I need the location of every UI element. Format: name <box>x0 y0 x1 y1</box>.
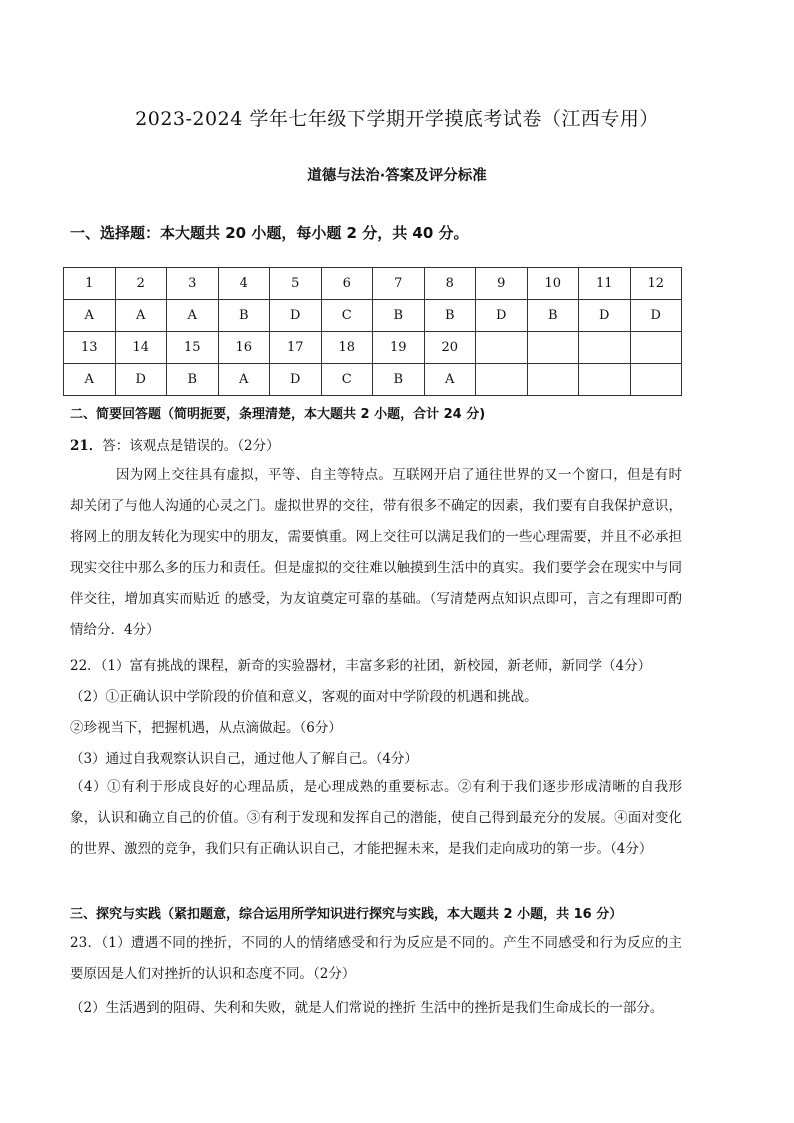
q21-body: 因为网上交往具有虚拟，平等、自主等特点。互联网开启了通往世界的又一个窗口，但是有时却关闭了与他人沟通的心灵之门。虚拟世界的交往，带有很多不确定的因素，我们要有自我保护意识，将网上的朋友转化为现实中的朋友，需要慎重。网上交往可以满足我们的一些心理需要，并且不必承担现实交往中那么多的压力和责任。但是虚拟的交往难以触摸到生活中的真实。我们要学会在现实中与同伴交往，增加真实而贴近 的感受，为友谊奠定可靠的基础。（写清楚两点知识点即可，言之有理即可酌情给分．4分） <box>70 467 682 638</box>
answer-cell: B <box>218 300 270 332</box>
answer-cell: B <box>527 300 579 332</box>
question-number-cell <box>476 332 528 364</box>
answer-cell: D <box>476 300 528 332</box>
section-1-heading: 一、选择题：本大题共 20 小题，每小题 2 分，共 40 分。 <box>70 224 469 242</box>
question-number-cell: 18 <box>321 332 373 364</box>
question-number-row <box>64 332 682 364</box>
answer-row <box>64 300 682 332</box>
answer-cell: D <box>630 300 682 332</box>
answer-cell <box>527 364 579 396</box>
question-number-cell <box>527 332 579 364</box>
question-number-cell: 6 <box>321 268 373 300</box>
q22-part2a: （2）①正确认识中学阶段的价值和意义，客观的面对中学阶段的机遇和挑战。 <box>70 689 538 705</box>
q22-part3: （3）通过自我观察认识自己，通过他人了解自己。（4分） <box>70 751 418 767</box>
question-number-cell: 14 <box>115 332 167 364</box>
page-title: 2023-2024 学年七年级下学期开学摸底考试卷（江西专用） <box>135 108 659 130</box>
q21-answer-line <box>70 434 280 454</box>
answer-cell: C <box>321 364 373 396</box>
answer-cell <box>579 364 631 396</box>
question-number-cell: 4 <box>218 268 270 300</box>
question-number-cell: 8 <box>424 268 476 300</box>
answer-cell: A <box>218 364 270 396</box>
question-number-cell: 19 <box>373 332 425 364</box>
q22-part2b: ②珍视当下，把握机遇，从点滴做起。（6分） <box>70 720 342 736</box>
question-number-cell: 17 <box>270 332 322 364</box>
question-number-cell: 10 <box>527 268 579 300</box>
question-number-cell: 16 <box>218 332 270 364</box>
q22-part4: （4）①有利于形成良好的心理品质，是心理成熟的重要标志。②有利于我们逐步形成清晰的自我形象，认识和确立自己的价值。③有利于发现和发挥自己的潜能，使自己得到最充分的发展。④面对变化的世界、激烈的竞争，我们只有正确认识自己，才能把握未来，是我们走向成功的第一步。（4分） <box>70 779 682 857</box>
answer-cell: D <box>115 364 167 396</box>
q22-part1: 22．（1）富有挑战的课程，新奇的实验器材，丰富多彩的社团，新校园，新老师，新同学（4分） <box>70 658 652 674</box>
answer-cell <box>476 364 528 396</box>
page-subtitle: 道德与法治·答案及评分标准 <box>307 168 487 184</box>
answer-cell: B <box>373 364 425 396</box>
answer-cell: A <box>64 300 116 332</box>
answer-cell: A <box>64 364 116 396</box>
answer-cell: D <box>579 300 631 332</box>
question-number-cell: 11 <box>579 268 631 300</box>
answer-cell: D <box>270 364 322 396</box>
answer-table <box>63 267 682 396</box>
answer-cell: B <box>424 300 476 332</box>
q21-number: 21． <box>70 438 103 454</box>
question-number-cell: 15 <box>167 332 219 364</box>
answer-cell: A <box>424 364 476 396</box>
question-number-cell: 12 <box>630 268 682 300</box>
answer-cell: B <box>167 364 219 396</box>
question-number-cell: 9 <box>476 268 528 300</box>
answer-row <box>64 364 682 396</box>
question-number-cell: 5 <box>270 268 322 300</box>
question-number-cell: 13 <box>64 332 116 364</box>
question-number-cell: 7 <box>373 268 425 300</box>
q21-answer: 答：该观点是错误的。（2分） <box>102 438 280 454</box>
question-number-cell <box>630 332 682 364</box>
answer-cell: A <box>167 300 219 332</box>
section-2-heading: 二、简要回答题（简明扼要，条理清楚，本大题共 2 小题，合计 24 分) <box>70 407 486 422</box>
question-number-row <box>64 268 682 300</box>
question-number-cell: 3 <box>167 268 219 300</box>
question-number-cell: 1 <box>64 268 116 300</box>
section-3-heading: 三、探究与实践（紧扣题意，综合运用所学知识进行探究与实践，本大题共 2 小题，共 16 分） <box>70 907 623 922</box>
answer-cell: D <box>270 300 322 332</box>
answer-cell: A <box>115 300 167 332</box>
question-number-cell: 20 <box>424 332 476 364</box>
answer-cell <box>630 364 682 396</box>
answer-cell: C <box>321 300 373 332</box>
answer-cell: B <box>373 300 425 332</box>
q23-part2: （2）生活遇到的阻碍、失利和失败，就是人们常说的挫折 生活中的挫折是我们生命成长的一部分。 <box>70 1000 664 1016</box>
question-number-cell: 2 <box>115 268 167 300</box>
question-number-cell <box>579 332 631 364</box>
q23-part1: 23．（1）遭遇不同的挫折，不同的人的情绪感受和行为反应是不同的。产生不同感受和行为反应的主要原因是人们对挫折的认识和态度不同。（2分） <box>70 935 682 982</box>
